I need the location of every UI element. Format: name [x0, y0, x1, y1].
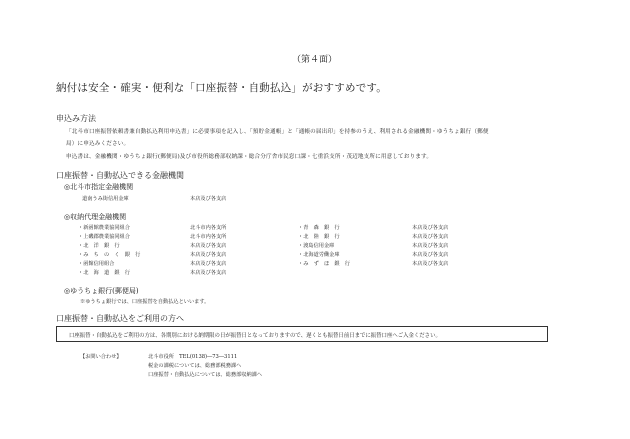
- application-line-3: 申込書は、金融機関・ゆうちょ銀行(郵便局)及び市役所総務部収納課・総合分庁舎市民窓口課・七重浜支所・茂辺地支所に用意しております。: [66, 154, 433, 160]
- agent-left-name-2: ・上磯郡農業協同組合: [78, 234, 130, 240]
- notice-box: [56, 326, 548, 342]
- contact-line-3: 口座振替・自動払込については、総務部収納課へ: [148, 372, 263, 378]
- agent-left-branch-2: 北斗市内各支所: [190, 234, 227, 240]
- agent-left-name-4: ・み ち の く 銀 行: [78, 252, 141, 258]
- agent-left-branch-5: 本店及び各支店: [190, 261, 227, 267]
- designated-title: ◎北斗市指定金融機関: [64, 183, 134, 191]
- agent-right-name-3: ・渡島信用金庫: [298, 243, 335, 249]
- agent-right-branch-5: 本店及び各支店: [412, 261, 449, 267]
- agent-right-name-1: ・青 森 銀 行: [298, 225, 340, 231]
- application-line-2: 局）に申込みください。: [66, 141, 130, 147]
- contact-line-1: 北斗市役所 TEL(0138)―73―3111: [148, 354, 238, 360]
- page-number: （第４面）: [292, 55, 338, 65]
- agent-left-branch-4: 本店及び各支店: [190, 252, 227, 258]
- notice-text: 口座振替・自動払込をご利用の方は、各期別における納期限の日が振替日となっておりますので、遅くとも振替日前日までに振替口座へご入金ください。: [69, 333, 441, 339]
- application-line-1: 「北斗市口座振替依頼書兼自動払込利用申込書」に必要事項を記入し、「預貯金通帳」と「通帳の届出印」を持参のうえ、利用される金融機関・ゆうちょ銀行（郵便: [66, 129, 489, 135]
- agent-left-branch-6: 本店及び各支店: [190, 270, 227, 276]
- institutions-heading: 口座振替・自動払込できる金融機関: [56, 171, 184, 180]
- users-heading: 口座振替・自動払込をご利用の方へ: [56, 314, 184, 323]
- agent-left-name-1: ・新函館農業協同組合: [78, 225, 130, 231]
- headline: 納付は安全・確実・便利な「口座振替・自動払込」がおすすめです。: [56, 82, 387, 94]
- agent-left-branch-3: 本店及び各支店: [190, 243, 227, 249]
- agent-right-branch-3: 本店及び各支店: [412, 243, 449, 249]
- agent-left-name-6: ・北 海 道 銀 行: [78, 270, 130, 276]
- agent-right-name-4: ・北海道労働金庫: [298, 252, 340, 258]
- yucho-note: ※ゆうちょ銀行では、口座振替を自動払込といいます。: [80, 299, 210, 305]
- designated-name: 道南うみ街信用金庫: [82, 196, 129, 202]
- agent-right-name-5: ・み ず ほ 銀 行: [298, 261, 350, 267]
- agent-right-branch-2: 本店及び各支店: [412, 234, 449, 240]
- agent-left-branch-1: 北斗市内各支所: [190, 225, 227, 231]
- contact-line-2: 税金の課税については、総務部税務課へ: [148, 363, 242, 369]
- agent-left-name-3: ・北 洋 銀 行: [78, 243, 120, 249]
- agent-left-name-5: ・函館信用組合: [78, 261, 115, 267]
- agent-right-name-2: ・北 陸 銀 行: [298, 234, 340, 240]
- designated-branch: 本店及び各支店: [190, 196, 227, 202]
- contact-label: 【お問い合わせ】: [80, 354, 122, 360]
- agent-right-branch-4: 本店及び各支店: [412, 252, 449, 258]
- application-heading: 申込み方法: [56, 114, 96, 123]
- yucho-title: ◎ゆうちょ銀行(郵便局): [64, 287, 139, 295]
- agents-title: ◎収納代理金融機関: [64, 213, 127, 221]
- agent-right-branch-1: 本店及び各支店: [412, 225, 449, 231]
